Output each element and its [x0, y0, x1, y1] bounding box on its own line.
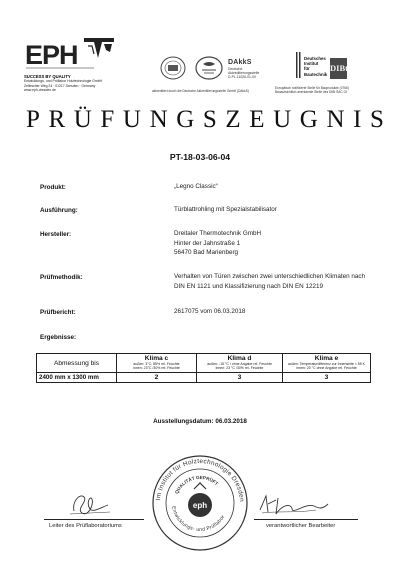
ausfuehrung-label: Ausführung: [40, 207, 78, 214]
dibt-logo-box: DIBt [330, 58, 347, 79]
klima-e-header [283, 354, 371, 373]
left-signature-icon [62, 487, 122, 519]
page-title: PRÜFUNGSZEUGNIS [26, 106, 393, 133]
eph-tagline: SUCCESS BY QUALITY [24, 74, 71, 79]
klima-e-value: 3 [283, 373, 371, 383]
left-signature-line [44, 519, 144, 520]
eph-address-line: Entwicklungs- und Prüflabor Holztechnologie GmbH [24, 79, 103, 84]
table-row [37, 373, 371, 383]
svg-text:QUALITÄT GEPRÜFT [174, 475, 219, 495]
ausfuehrung-value: Türblattrohling mit Spezialstabilisator [174, 206, 277, 213]
dakks-text [228, 59, 268, 79]
eph-address-line: Zellescher Weg 24 · 01217 Dresden · Germany [24, 83, 96, 88]
seal-inner-top: QUALITÄT GEPRÜFT [174, 474, 220, 495]
dibt-note: Europäisch notifizierte Stelle für Bauprodukte (0766) [275, 86, 349, 90]
klima-name: Klima c [144, 354, 169, 362]
eph-address-line: www.eph-dresden.de [24, 87, 56, 92]
issue-date: Ausstellungsdatum: 06.03.2018 [153, 418, 247, 425]
pruefbericht-label: Prüfbericht: [40, 309, 76, 316]
dibt-name-line: Deutsches [304, 56, 326, 61]
eph-address [24, 75, 124, 92]
dibt-bars-icon [296, 52, 302, 78]
hersteller-label: Hersteller: [40, 231, 72, 238]
pruefmethodik-label: Prüfmethodik: [40, 274, 83, 281]
klima-desc: innen: 23°C /30% rel. Feuchte [133, 366, 180, 370]
right-signature-line [254, 519, 358, 520]
official-seal [150, 453, 250, 553]
produkt-label: Produkt: [40, 184, 66, 191]
seal-eph-logo-icon [188, 493, 212, 517]
left-signature-caption: Leiter des Prüflaboratoriums [49, 523, 122, 529]
pruefmethodik-value [174, 272, 365, 291]
dakks-line: Deutsche [228, 67, 243, 71]
klima-desc: außen: -15 °C / ohne Angabe rel. Feuchte [207, 361, 272, 366]
hersteller-value [174, 229, 261, 258]
dakks-line: D-PL-11026-01-00 [228, 75, 256, 79]
right-signature-caption: verantwortlicher Bearbeiter [266, 523, 336, 529]
dimension-cell: 2400 mm x 1300 mm [37, 373, 117, 383]
klima-desc: innen: 20 °C ohne Angabe rel. Feuchte [296, 366, 357, 370]
dibt-notes [275, 86, 393, 94]
pruefmethodik-line: DIN EN 1121 und Klassifizierung nach DIN EN 12219 [174, 282, 323, 290]
accreditation-logos [160, 52, 280, 92]
eph-logo-block [24, 34, 124, 92]
klima-c-header [117, 354, 197, 373]
dibt-name-line: für [304, 66, 310, 72]
seal-logo-text: eph [192, 501, 208, 510]
results-header-row [37, 354, 371, 373]
results-table [36, 353, 371, 383]
dibt-name-line: Bautechnik [304, 71, 328, 77]
dakks-name: DAkkS [228, 59, 252, 66]
hersteller-line: Dreitaler Thermotechnik GmbH [174, 230, 262, 237]
pruefmethodik-line: Verhalten von Türen zwischen zwei unterschiedlichen Klimaten nach [174, 273, 365, 280]
klima-d-header [197, 354, 283, 373]
ergebnisse-label: Ergebnisse: [40, 334, 77, 341]
dakks-logo-icon [194, 56, 224, 80]
abmessung-header: Abmessung bis [37, 354, 117, 373]
pruefbericht-value: 2617075 vom 06.03.2018 [174, 308, 246, 315]
dakks-line: Akkreditierungsstelle [228, 71, 260, 75]
klima-desc: außen: Temperaturdifferenz zur Innenseite = 55 K [287, 361, 365, 366]
certificate-number: PT-18-03-06-04 [169, 152, 231, 162]
accreditation-note: akkreditiert durch die Deutsche Akkreditierungsstelle GmbH (DAkkS) [152, 89, 249, 93]
dibt-note: Bauaufsichtlich anerkannte Stelle des DIBt SAC 02 [275, 90, 348, 95]
hersteller-line: 56470 Bad Marienberg [174, 249, 239, 256]
klima-c-value: 2 [117, 373, 197, 383]
klima-desc: außen: 3°C; 85% rel. Feuchte [133, 361, 180, 366]
klima-desc: innen: 23 °C /30% rel. Feuchte [215, 366, 264, 370]
produkt-value: „Legno Classic“ [174, 183, 218, 190]
hersteller-line: Hinter der Jahnstraße 1 [174, 239, 241, 247]
accreditation-seal-icon [160, 56, 186, 80]
dibt-name [304, 56, 327, 77]
klima-name: Klima d [227, 354, 252, 362]
eph-logo [24, 34, 124, 74]
dibt-name-line: Institut [304, 61, 319, 67]
eph-logo-text: EPH [25, 40, 78, 70]
seal-outer-text: Im Institut für Holztechnologie Dresden [155, 457, 246, 503]
right-signature-icon [260, 496, 328, 514]
klima-name: Klima e [314, 354, 339, 362]
seal-inner-bottom: Entwicklungs- und Prüflabor [170, 505, 227, 534]
klima-d-value: 3 [197, 373, 283, 383]
